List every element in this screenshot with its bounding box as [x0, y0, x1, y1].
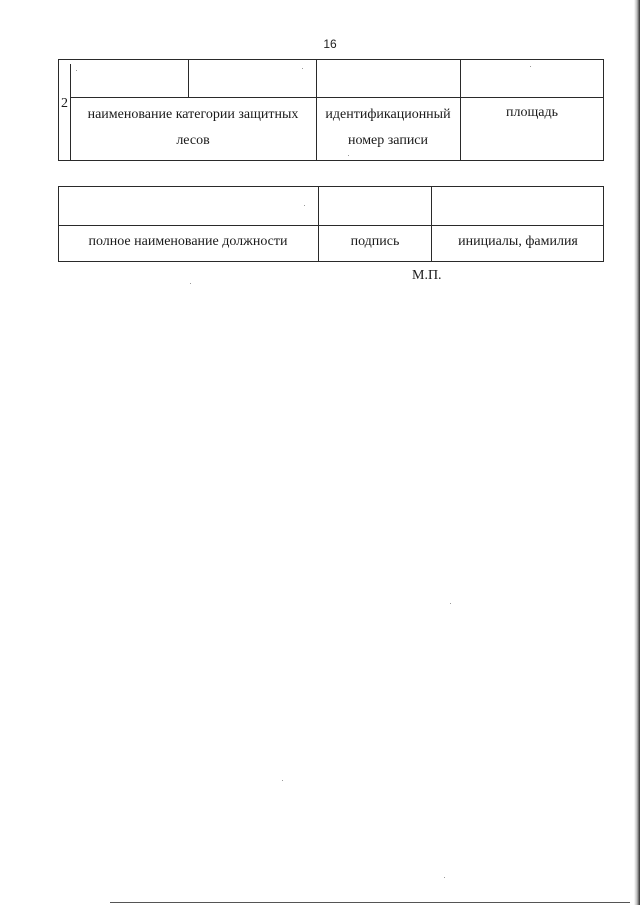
- sig-table-border-bottom: [58, 261, 604, 262]
- sig-table-col-divider-2: [431, 186, 432, 262]
- table-border-bottom: [58, 160, 604, 161]
- scan-speck: [302, 68, 303, 69]
- sig-table-col-divider-1: [318, 186, 319, 262]
- sig-table-border-top: [58, 186, 604, 187]
- scan-speck: [76, 70, 77, 71]
- column-label-area: площадь: [506, 105, 558, 120]
- scan-speck: [282, 780, 283, 781]
- row-number: 2: [61, 96, 68, 111]
- scan-speck: [450, 603, 451, 604]
- scan-edge-bottom: [110, 902, 630, 903]
- scan-speck: [348, 155, 349, 156]
- sig-table-border-right: [603, 186, 604, 262]
- scan-edge-right: [634, 0, 640, 905]
- table-border-right: [603, 59, 604, 161]
- sig-table-row-divider: [58, 225, 604, 226]
- table-border-left: [58, 59, 59, 161]
- scan-speck: [190, 283, 191, 284]
- table-col-divider-2: [460, 59, 461, 161]
- stamp-placeholder: М.П.: [412, 268, 442, 283]
- column-label-signature: подпись: [350, 234, 400, 249]
- column-label-initials-surname: инициалы, фамилия: [458, 234, 578, 249]
- table-sub-divider: [188, 59, 189, 98]
- sig-table-border-left: [58, 186, 59, 262]
- table-border-top: [58, 59, 604, 60]
- page-number: 16: [323, 37, 337, 51]
- table-inner-left: [70, 64, 71, 161]
- table-row-divider: [70, 97, 604, 98]
- scan-speck: [444, 877, 445, 878]
- column-label-record-id: идентификационный номер записи: [325, 107, 451, 148]
- column-label-position: полное наименование должности: [88, 234, 288, 249]
- scan-speck: [304, 205, 305, 206]
- column-label-forest-category: наименование категории защитных лесов: [87, 107, 299, 148]
- table-col-divider-1: [316, 59, 317, 161]
- scan-speck: [530, 66, 531, 67]
